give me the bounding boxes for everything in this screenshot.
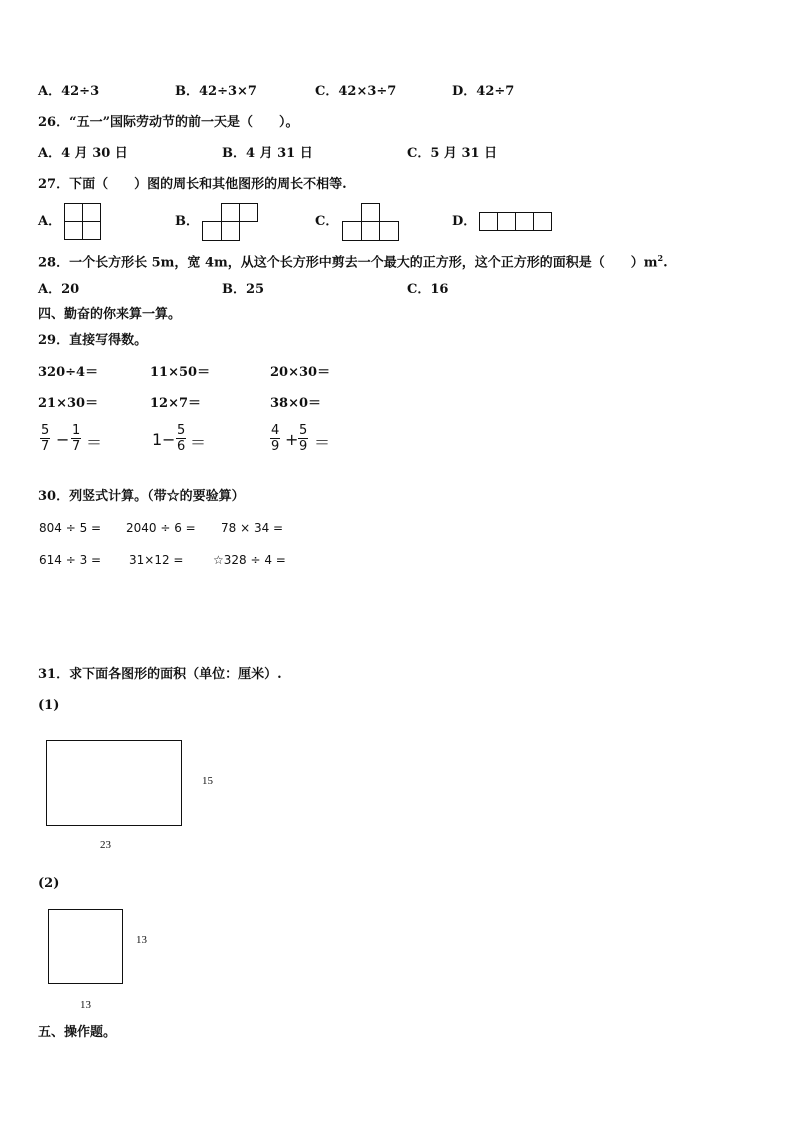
q27-option-c-letter: C． [315, 214, 339, 229]
q27-stem: 27．下面（ ）图的周长和其他图形的周长不相等. [38, 177, 347, 192]
q27-shape-d [479, 212, 553, 232]
q30-item: 804 ÷ 5 = [39, 521, 102, 535]
q25-option-c: C．42×3÷7 [315, 84, 397, 99]
q25-option-b: B．42÷3×7 [175, 84, 257, 99]
section-4-heading: 四、勤奋的你来算一算。 [38, 307, 182, 322]
q28-option-b: B．25 [222, 282, 265, 297]
q30-item: 614 ÷ 3 = [39, 553, 102, 567]
q25-option-a: A．42÷3 [38, 84, 100, 99]
square-height-label: 13 [136, 934, 147, 946]
q30-item: 78 × 34 = [221, 521, 284, 535]
q31-part2-label: (2) [38, 876, 60, 891]
q30-item: 31×12 = [129, 553, 184, 567]
q29-item: 38×0＝ [270, 396, 322, 411]
q28-option-c: C．16 [407, 282, 449, 297]
q28-option-a: A．20 [38, 282, 80, 297]
rectangle-height-label: 15 [202, 775, 213, 787]
q30-item: ☆328 ÷ 4 = [213, 553, 286, 567]
q29-item: 12×7＝ [150, 396, 202, 411]
rectangle-figure [46, 740, 182, 826]
q27-option-b-letter: B． [175, 214, 199, 229]
q27-option-a-letter: A． [38, 214, 62, 229]
q30-stem: 30．列竖式计算。（带☆的要验算） [38, 489, 245, 504]
rectangle-width-label: 23 [100, 839, 111, 851]
q29-item: 11×50＝ [150, 365, 211, 380]
q29-item: 20×30＝ [270, 365, 331, 380]
q31-part1-label: (1) [38, 698, 60, 713]
q26-option-a: A．4 月 30 日 [38, 146, 128, 161]
q26-option-c: C．5 月 31 日 [407, 146, 498, 161]
q29-stem: 29．直接写得数。 [38, 333, 148, 348]
q27-shape-a [64, 203, 102, 241]
q27-option-d-letter: D． [452, 214, 477, 229]
square-width-label: 13 [80, 999, 91, 1011]
q25-option-d: D．42÷7 [452, 84, 515, 99]
q30-item: 2040 ÷ 6 = [126, 521, 196, 535]
square-figure [48, 909, 123, 984]
q27-shape-c [342, 203, 400, 242]
section-5-heading: 五、操作题。 [38, 1025, 117, 1040]
q26-stem: 26．“五一”国际劳动节的前一天是（ ）。 [38, 115, 299, 130]
q27-shape-b [202, 203, 259, 242]
q31-stem: 31．求下面各图形的面积（单位：厘米）. [38, 667, 282, 682]
q28-stem: 28．一个长方形长 5m，宽 4m，从这个长方形中剪去一个最大的正方形，这个正方形的面积是（ ）$m^2$. [38, 253, 668, 271]
q29-item: 320÷4＝ [38, 365, 99, 380]
q29-item: 21×30＝ [38, 396, 99, 411]
q26-option-b: B．4 月 31 日 [222, 146, 313, 161]
